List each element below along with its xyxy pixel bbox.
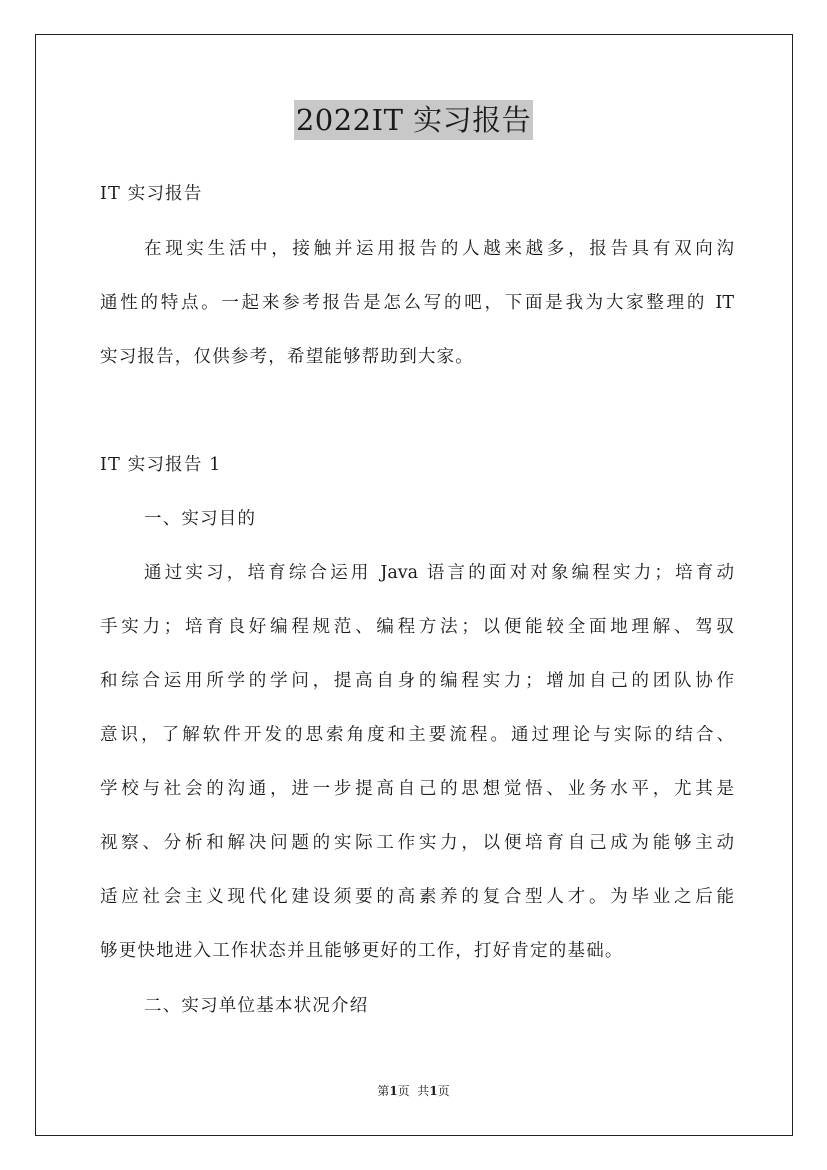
body-line-4: 意识，了解软件开发的思索角度和主要流程。通过理论与实际的结合、 <box>100 725 734 745</box>
footer-suffix: 页 <box>437 1084 450 1098</box>
footer-prefix: 第 <box>377 1084 390 1098</box>
subheading-purpose: 一、实习目的 <box>144 509 257 529</box>
body-line-3: 和综合运用所学的学问，提高自身的编程实力；增加自己的团队协作 <box>100 671 734 691</box>
main-heading: IT 实习报告 <box>100 184 203 204</box>
body-line-8: 够更快地进入工作状态并且能够更好的工作，打好肯定的基础。 <box>100 941 624 961</box>
body-line-1: 通过实习，培育综合运用 Java 语言的面对对象编程实力；培育动 <box>144 563 734 583</box>
body-line-7: 适应社会主义现代化建设须要的高素养的复合型人才。为毕业之后能 <box>100 887 734 907</box>
body-line-5: 学校与社会的沟通，进一步提高自己的思想觉悟、业务水平，尤其是 <box>100 779 734 799</box>
body-line-6: 视察、分析和解决问题的实际工作实力，以便培育自己成为能够主动 <box>100 833 734 853</box>
footer-total-pages: 1 <box>429 1084 438 1098</box>
footer-page-number: 1 <box>389 1084 398 1098</box>
intro-line-3: 实习报告，仅供参考，希望能够帮助到大家。 <box>100 347 474 367</box>
footer-mid: 页 共 <box>397 1084 430 1098</box>
page-footer <box>0 1083 827 1099</box>
title-container <box>0 100 827 140</box>
subheading-company: 二、实习单位基本状况介绍 <box>144 996 369 1016</box>
body-line-2: 手实力；培育良好编程规范、编程方法；以便能较全面地理解、驾驭 <box>100 617 734 637</box>
intro-line-2: 通性的特点。一起来参考报告是怎么写的吧，下面是我为大家整理的 IT <box>100 293 734 313</box>
section-title: IT 实习报告 1 <box>100 455 222 475</box>
intro-line-1: 在现实生活中，接触并运用报告的人越来越多，报告具有双向沟 <box>144 239 734 259</box>
document-title: 2022IT 实习报告 <box>294 100 533 140</box>
